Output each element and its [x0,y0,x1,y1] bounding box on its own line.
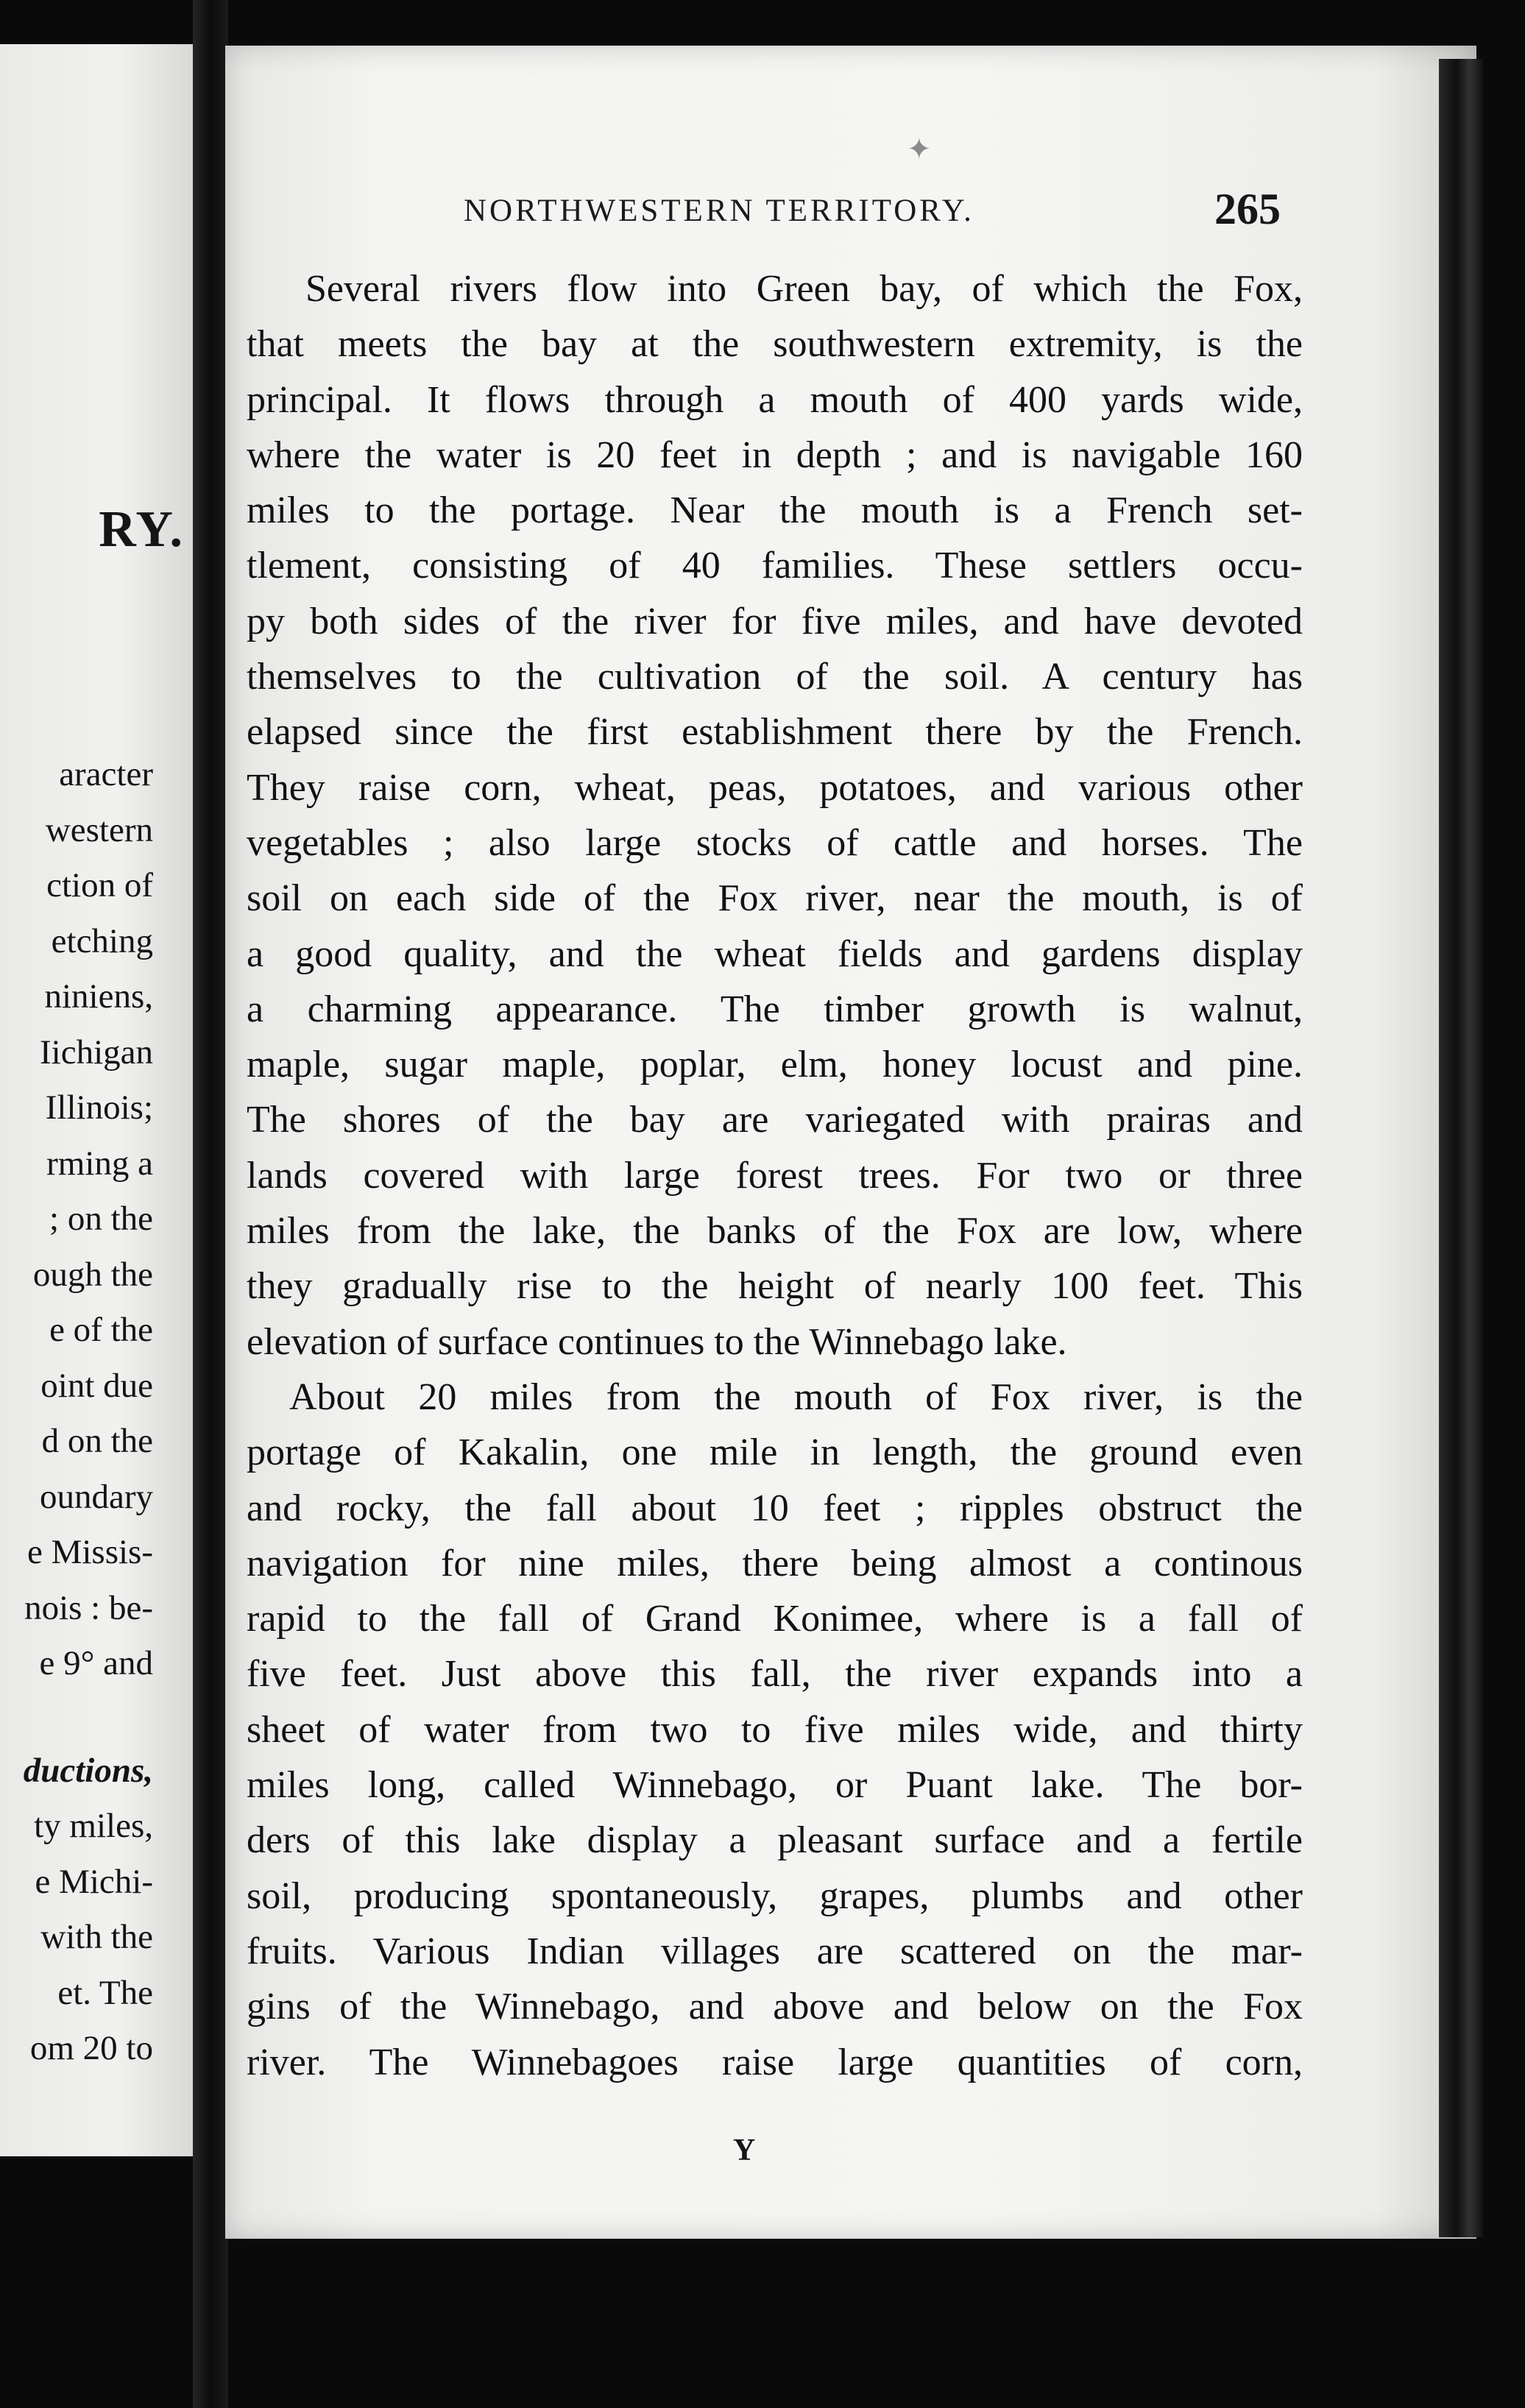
text-line: They raise corn, wheat, peas, potatoes, and various other [247,766,1303,809]
text-line: a charming appearance. The timber growth is walnut, [247,988,1303,1030]
previous-page-line: ction of [46,866,153,904]
previous-page-line: ough the [32,1255,153,1294]
text-line: miles from the lake, the banks of the Fox are low, where [247,1210,1303,1253]
page-body-text [247,261,1303,2090]
text-line: five feet. Just above this fall, the river expands into a [247,1653,1303,1696]
previous-page-line: e Missis- [26,1533,153,1571]
text-line: navigation for nine miles, there being almost a continous [247,1542,1303,1584]
running-head: NORTHWESTERN TERRITORY. [464,194,974,228]
text-line: they gradually rise to the height of nearly 100 feet. This [247,1265,1303,1308]
text-line: vegetables ; also large stocks of cattle and horses. The [247,821,1303,864]
text-line: a good quality, and the wheat fields and gardens display [247,932,1303,975]
text-line: sheet of water from two to five miles wide, and thirty [247,1708,1303,1751]
previous-page-line: with the [40,1918,153,1956]
text-line: maple, sugar maple, poplar, elm, honey locust and pine. [247,1044,1303,1086]
previous-page-line: western [45,810,153,849]
page-number: 265 [1214,185,1281,233]
text-line: and rocky, the fall about 10 feet ; ripples obstruct the [247,1487,1303,1529]
text-line: About 20 miles from the mouth of Fox river, is the [289,1375,1303,1418]
signature-mark: Y [733,2133,756,2167]
book-gutter [193,0,228,2408]
previous-page-line: niniens, [44,977,153,1016]
previous-page-text [0,747,153,2077]
previous-page-line: ductions, [23,1751,153,1790]
text-line: where the water is 20 feet in depth ; and is navigable 160 [247,433,1303,476]
previous-page-line: e Michi- [35,1862,153,1901]
previous-page-line: ; on the [49,1200,153,1238]
previous-page-line: aracter [59,755,153,793]
text-line: principal. It flows through a mouth of 400 yards wide, [247,378,1303,421]
text-line: elevation of surface continues to the Winnebago lake. [247,1320,1067,1363]
page-edge-shadow [1439,59,1483,2237]
previous-page-line: Illinois; [45,1088,153,1127]
previous-page-line: et. The [57,1973,153,2012]
previous-page-line: e of the [49,1311,153,1349]
previous-page-line: etching [51,921,153,960]
text-line: rapid to the fall of Grand Konimee, where is a fall of [247,1598,1303,1640]
text-line: ders of this lake display a pleasant surface and a fertile [247,1819,1303,1862]
text-line: elapsed since the first establishment there by the French. [247,711,1303,754]
text-line: themselves to the cultivation of the soil. A century has [247,656,1303,698]
text-line: fruits. Various Indian villages are scattered on the mar- [247,1930,1303,1972]
text-line: Several rivers flow into Green bay, of which the Fox, [305,268,1303,310]
text-line: gins of the Winnebago, and above and below on the Fox [247,1986,1303,2028]
text-line: river. The Winnebagoes raise large quantities of corn, [247,2041,1303,2083]
previous-page-line: Iichigan [40,1033,153,1072]
text-line: tlement, consisting of 40 families. These settlers occu- [247,545,1303,587]
text-line: soil, producing spontaneously, grapes, plumbs and other [247,1874,1303,1917]
previous-page-line: oint due [40,1366,153,1405]
text-line: portage of Kakalin, one mile in length, the ground even [247,1431,1303,1474]
text-line: The shores of the bay are variegated with prairas and [247,1099,1303,1141]
ink-blot: ✦ [907,132,932,166]
previous-page-fragment [0,44,193,2156]
text-line: miles to the portage. Near the mouth is a French set- [247,489,1303,532]
text-line: soil on each side of the Fox river, near the mouth, is of [247,877,1303,920]
text-line: miles long, called Winnebago, or Puant lake. The bor- [247,1764,1303,1807]
previous-page-blank-line [0,1692,153,1743]
previous-page-line: e 9° and [39,1644,153,1682]
text-line: that meets the bay at the southwestern extremity, is the [247,323,1303,366]
previous-page-line: oundary [39,1477,153,1516]
previous-page-line: nois : be- [24,1588,153,1627]
previous-page-line: ty miles, [34,1807,153,1845]
previous-page-line: d on the [41,1422,153,1460]
text-line: lands covered with large forest trees. For two or three [247,1154,1303,1197]
previous-page-line: rming a [46,1144,153,1183]
previous-page-heading: RY. [99,501,184,558]
text-line: py both sides of the river for five miles, and have devoted [247,600,1303,642]
previous-page-line: om 20 to [29,2029,153,2067]
